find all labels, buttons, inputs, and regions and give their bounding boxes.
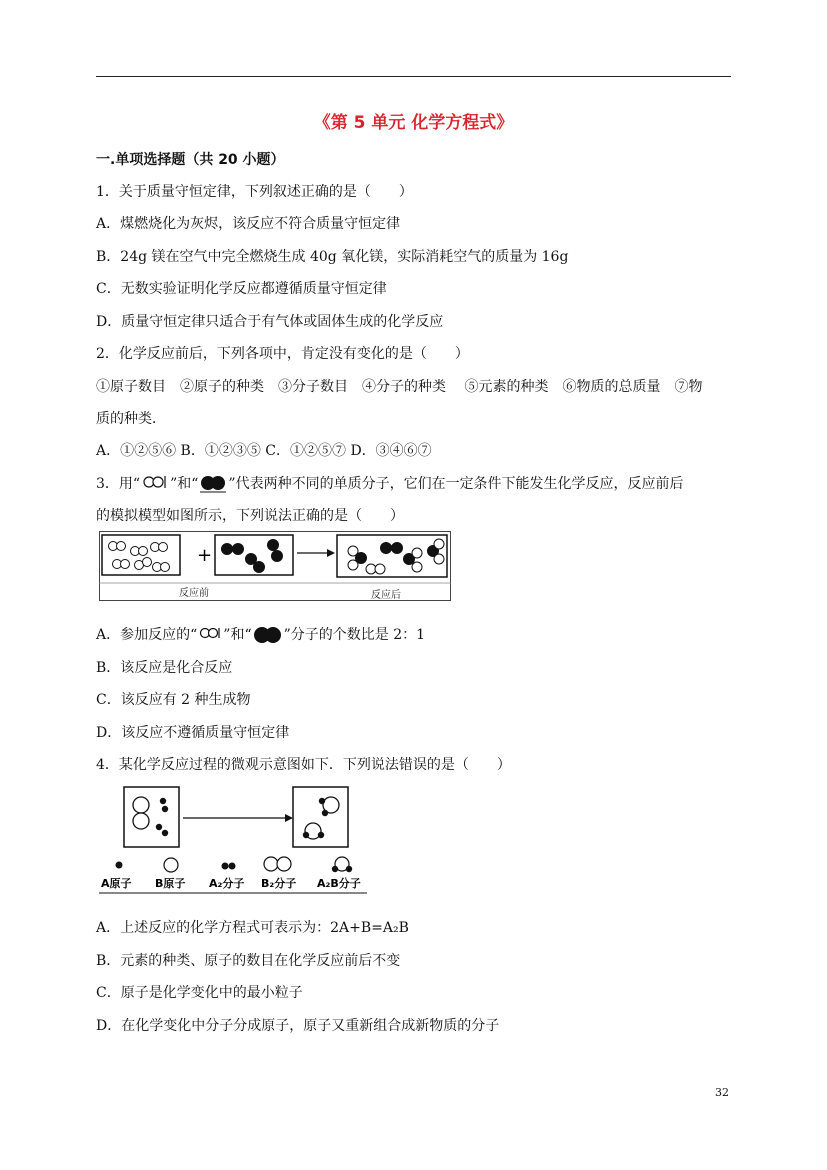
- q3-option-d: D．该反应不遵循质量守恒定律: [96, 725, 290, 741]
- q3-stem-pre: 3．用“: [96, 476, 141, 492]
- q1-stem: 1．关于质量守恒定律，下列叙述正确的是（ ）: [96, 184, 413, 200]
- q4-option-b: B．元素的种类、原子的数目在化学反应前后不变: [96, 953, 401, 969]
- q4-option-d: D．在化学变化中分子分成原子，原子又重新组合成新物质的分子: [96, 1018, 500, 1034]
- header-rule: [96, 76, 731, 77]
- legend-b-atom: B原子: [155, 877, 186, 890]
- q1-option-d: D．质量守恒定律只适合于有气体或固体生成的化学反应: [96, 314, 444, 330]
- q3-option-a-pre: A．参加反应的“: [96, 627, 198, 643]
- q1-option-b: B．24g 镁在空气中完全燃烧生成 40g 氧化镁，实际消耗空气的质量为 16g: [96, 249, 569, 265]
- q4-option-a: A．上述反应的化学方程式可表示为：2A+B=A₂B: [96, 920, 409, 936]
- black-molecule-icon: [198, 474, 228, 494]
- q1-option-c: C．无数实验证明化学反应都遵循质量守恒定律: [96, 281, 387, 297]
- q4-micro-figure: [99, 783, 369, 895]
- plus-sign: +: [197, 545, 213, 566]
- q2-stem: 2．化学反应前后，下列各项中，肯定没有变化的是（ ）: [96, 346, 469, 362]
- q2-items-line1: ①原子数目 ②原子的种类 ③分子数目 ④分子的种类 ⑤元素的种类 ⑥物质的总质量 ⑦物: [96, 379, 703, 395]
- q4-before-box: [124, 787, 179, 847]
- q1-option-a: A．煤燃烧化为灰烬，该反应不符合质量守恒定律: [96, 216, 401, 232]
- label-after: 反应后: [371, 590, 401, 601]
- white-molecule-icon: [197, 626, 223, 644]
- q3-option-a: [96, 624, 425, 646]
- q3-stem-line2: 的模拟模型如图所示，下列说法正确的是（ ）: [96, 508, 404, 524]
- legend-a2b-molecule: A₂B分子: [317, 877, 361, 890]
- q3-stem-post: ”代表两种不同的单质分子，它们在一定条件下能发生化学反应，反应前后: [228, 476, 684, 492]
- q3-stem: [96, 474, 684, 494]
- legend-a2-molecule: A₂分子: [209, 877, 245, 890]
- legend-a-atom: A原子: [101, 877, 132, 890]
- q3-option-b: B．该反应是化合反应: [96, 660, 233, 676]
- q3-stem-mid: ”和“: [170, 476, 199, 492]
- white-molecule-icon: [140, 474, 170, 494]
- black-molecule-icon: [252, 624, 284, 646]
- section-heading: 一.单项选择题（共 20 小题）: [96, 152, 285, 168]
- q2-options: A．①②⑤⑥ B．①②③⑤ C．①②⑤⑦ D．③④⑥⑦: [96, 443, 432, 459]
- page-number: 32: [715, 1086, 729, 1099]
- q3-option-a-mid: ”和“: [223, 627, 252, 643]
- q3-reaction-figure: [99, 531, 452, 602]
- q4-stem: 4．某化学反应过程的微观示意图如下．下列说法错误的是（ ）: [96, 757, 511, 773]
- q3-option-c: C．该反应有 2 种生成物: [96, 692, 251, 708]
- page-title: 《第 5 单元 化学方程式》: [313, 113, 514, 133]
- label-before: 反应前: [179, 588, 209, 599]
- q4-option-c: C．原子是化学变化中的最小粒子: [96, 985, 303, 1001]
- legend-b2-molecule: B₂分子: [261, 877, 297, 890]
- q2-items-line2: 质的种类．: [96, 411, 166, 427]
- q3-option-a-post: ”分子的个数比是 2：1: [283, 627, 426, 643]
